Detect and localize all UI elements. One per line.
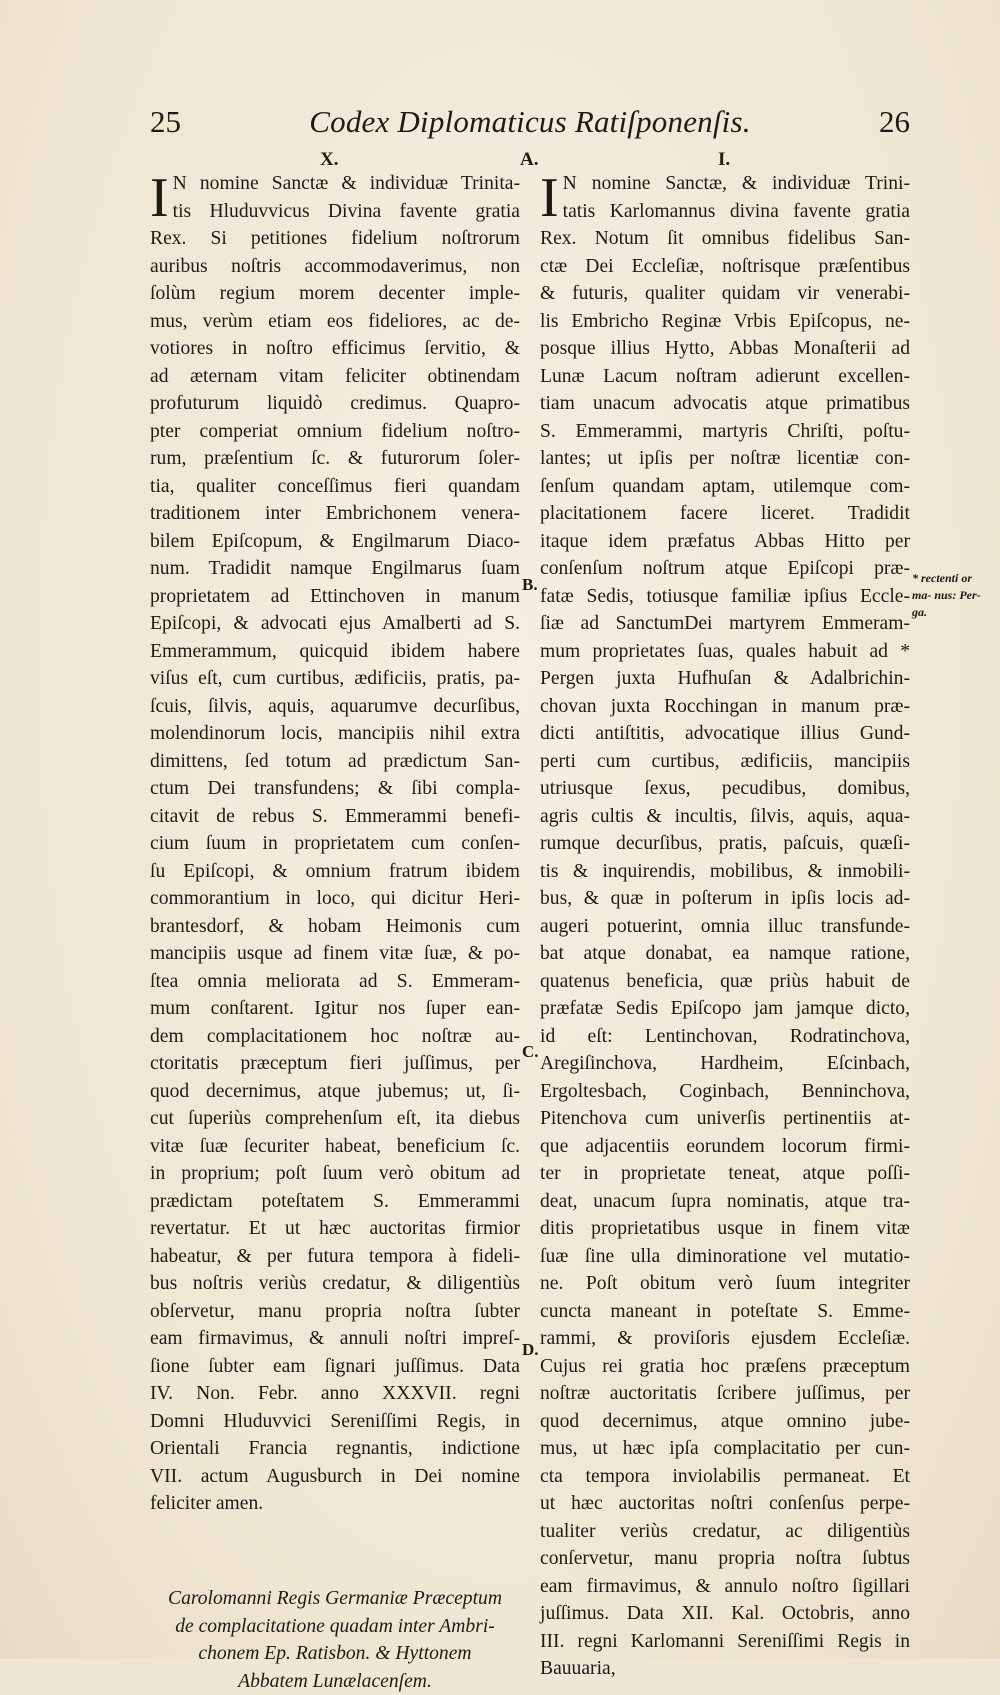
right-column-line: Rex. Notum ſit omnibus fidelibus San- [540,225,910,253]
left-column-line: Domni Hluduvvici Sereniſſimi Regis, in [150,1408,520,1436]
left-column-line: tis Hluduvvicus Divina favente gratia [150,198,520,226]
right-column-line: ditis proprietatibus usque in finem vitæ [540,1215,910,1243]
left-column-line: vitæ ſuæ ſecuriter habeat, beneficium ſc. [150,1133,520,1161]
right-column-line: ne. Poſt obitum verò ſuum integriter [540,1270,910,1298]
right-column-line: rammi, & proviſoris ejusdem Eccleſiæ. [540,1325,910,1353]
right-column-line: lis Embricho Reginæ Vrbis Epiſcopus, ne- [540,308,910,336]
left-column-line: cium ſuum in proprietatem cum conſen- [150,830,520,858]
right-column-line: mum proprietates ſuas, quales habuit ad * [540,638,910,666]
left-column-line: prædictam poteſtatem S. Emmerammi [150,1188,520,1216]
right-column-line: cuncta maneant in poteſtate S. Emme- [540,1298,910,1326]
right-column-line: cta tempora inviolabilis permaneat. Et [540,1463,910,1491]
right-column-line: lantes; ut ipſis per noſtræ licentiæ con- [540,445,910,473]
right-column-line: perti cum curtibus, ædificiis, mancipiis [540,748,910,776]
right-column-line: deat, unacum ſupra nominatis, atque tra- [540,1188,910,1216]
left-column-line: Emmerammum, quicquid ibidem habere [150,638,520,666]
left-column-line: proprietatem ad Ettinchoven in manum [150,583,520,611]
left-column-line: revertatur. Et ut hæc auctoritas firmior [150,1215,520,1243]
left-lines [150,170,520,1518]
right-column-line: quod decernimus, atque omnino jube- [540,1408,910,1436]
right-column-line: præfatæ Sedis Epiſcopo jam jamque dicto, [540,995,910,1023]
left-column-line: brantesdorf, & hobam Heimonis cum [150,913,520,941]
caption-line: de complacitatione quadam inter Ambri- [150,1613,520,1641]
left-column-line: N nomine Sanctæ & individuæ Trinita- [150,170,520,198]
left-column-line: pter comperiat omnium fidelium noſtro- [150,418,520,446]
right-column-line: chovan juxta Rocchingan in manum præ- [540,693,910,721]
right-column-line: que adjacentiis eorundem locorum firmi- [540,1133,910,1161]
right-column-line: N nomine Sanctæ, & individuæ Trini- [540,170,910,198]
left-column-line: mum conſtarent. Igitur nos ſuper ean- [150,995,520,1023]
right-column-line: dicti antiſtitis, advocatique illius Gund- [540,720,910,748]
left-column-line: citavit de rebus S. Emmerammi benefi- [150,803,520,831]
caption-line: Abbatem Lunælacenſem. [150,1668,520,1695]
left-column-line: bus noſtris veriùs credatur, & diligentiùs [150,1270,520,1298]
right-column-line: Aregiſinchova, Hardheim, Eſcinbach, [540,1050,910,1078]
right-column-line: eam firmavimus, & annulo noſtro ſigillari [540,1573,910,1601]
right-column-line: ſiæ ad SanctumDei martyrem Emmeram- [540,610,910,638]
right-column-line: itaque idem præfatus Abbas Hitto per [540,528,910,556]
left-column-line: habeatur, & per futura tempora à fideli- [150,1243,520,1271]
right-column-line: Pitenchova cum univerſis pertinentiis at- [540,1105,910,1133]
right-column-line: utriusque ſexus, pecudibus, domibus, [540,775,910,803]
left-column-line: obſervetur, manu propria noſtra ſubter [150,1298,520,1326]
left-column-line: ctoritatis præceptum fieri juſſimus, per [150,1050,520,1078]
left-column-line: ſtea omnia meliorata ad S. Emmeram- [150,968,520,996]
left-column-line: dimittens, ſed totum ad prædictum San- [150,748,520,776]
right-column-line: tiam unacum advocatis atque primatibus [540,390,910,418]
left-column-line: profuturum liquidò credimus. Quapro- [150,390,520,418]
right-column-line: ſuæ ſine ulla diminoratione vel mutatio- [540,1243,910,1271]
left-column-line: ſcuis, ſilvis, aquis, aquarumve decurſibus, [150,693,520,721]
side-note: * rectenti or ma- nus: Per- ga. [912,570,992,621]
margin-letter-d: D. [522,1340,539,1360]
right-column-heading: I. [718,149,730,171]
caption-line: chonem Ep. Ratisbon. & Hyttonem [150,1640,520,1668]
right-dropcap: I [540,174,559,224]
right-column-line: tatis Karlomannus divina favente gratia [540,198,910,226]
margin-letter-b: B. [522,575,538,595]
left-column-line: ad æternam vitam feliciter obtinendam [150,363,520,391]
right-column-line: rumque decurſibus, pratis, paſcuis, quæſi- [540,830,910,858]
left-column-line: cut ſuperiùs comprehenſum eſt, ita diebus [150,1105,520,1133]
left-column-line: feliciter amen. [150,1490,520,1518]
right-column-line: augeri potuerint, omnia illuc transfunde- [540,913,910,941]
left-column-line: num. Tradidit namque Engilmarus ſuam [150,555,520,583]
left-caption [150,1585,520,1695]
left-column-line: commorantium in loco, qui dicitur Heri- [150,885,520,913]
right-column-line: posque illius Hytto, Abbas Monaſterii ad [540,335,910,363]
right-column-line: noſtræ auctoritatis ſcribere juſſimus, per [540,1380,910,1408]
left-column-line: traditionem inter Embrichonem venera- [150,500,520,528]
left-column-line: auribus noſtris accommodaverimus, non [150,253,520,281]
left-column-line: Epiſcopi, & advocati ejus Amalberti ad S. [150,610,520,638]
center-heading: A. [520,149,538,171]
right-column-line: juſſimus. Data XII. Kal. Octobris, anno [540,1600,910,1628]
right-column-line: ſenſum quandam aptam, utilemque com- [540,473,910,501]
caption-line: Carolomanni Regis Germaniæ Præceptum [150,1585,520,1613]
right-column-line: ctæ Dei Eccleſiæ, noſtrisque præſentibus [540,253,910,281]
left-column-line: bilem Epiſcopum, & Engilmarum Diaco- [150,528,520,556]
margin-letter-c: C. [522,1042,539,1062]
left-column-line: mus, verùm etiam eos fideliores, ac de- [150,308,520,336]
left-column-line: Orientali Francia regnantis, indictione [150,1435,520,1463]
left-column-line: eam firmavimus, & annuli noſtri impreſ- [150,1325,520,1353]
left-column-line: rum, præſentium ſc. & futurorum ſoler- [150,445,520,473]
right-column-line: S. Emmerammi, martyris Chriſti, poſtu- [540,418,910,446]
right-column-line: bat atque donabat, ea namque ratione, [540,940,910,968]
right-column-line: Pergen juxta Hufhuſan & Adalbrichin- [540,665,910,693]
page-number-left: 25 [150,104,181,140]
left-column-line: VII. actum Augusburch in Dei nomine [150,1463,520,1491]
right-column-line: Bauuaria, [540,1655,910,1683]
right-column-text [540,170,910,1683]
left-column-line: molendinorum locis, mancipiis nihil extra [150,720,520,748]
right-column-line: ter in proprietate teneat, atque poſſi- [540,1160,910,1188]
right-column-line: tualiter veriùs credatur, ac diligentiùs [540,1518,910,1546]
left-column-line: ſolùm regium morem decenter imple- [150,280,520,308]
left-column-line: quod decernimus, atque jubemus; ut, ſi- [150,1078,520,1106]
right-column-line: ut hæc auctoritas noſtri conſenſus perpe- [540,1490,910,1518]
left-column-line: dem complacitationem hoc noſtræ au- [150,1023,520,1051]
right-column-line: id eſt: Lentinchovan, Rodratinchova, [540,1023,910,1051]
left-dropcap: I [150,174,169,224]
right-column-line: agris cultis & incultis, ſilvis, aquis, aqua- [540,803,910,831]
right-column-line: quatenus beneficia, quæ priùs habuit de [540,968,910,996]
left-column-line: IV. Non. Febr. anno XXXVII. regni [150,1380,520,1408]
right-column-line: & futuris, qualiter quidam vir venerabi- [540,280,910,308]
right-column-line: conſervetur, manu propria noſtra ſubtus [540,1545,910,1573]
right-column-line: conſenſum noſtrum atque Epiſcopi præ- [540,555,910,583]
right-column-line: fatæ Sedis, totiusque familiæ ipſius Eccle- [540,583,910,611]
left-column-line: mancipiis usque ad finem vitæ ſuæ, & po- [150,940,520,968]
right-column-line: tis & inquirendis, mobilibus, & inmobili- [540,858,910,886]
left-column-line: ſione ſubter eam ſignari juſſimus. Data [150,1353,520,1381]
left-column-text [150,170,520,1518]
right-column-line: Cujus rei gratia hoc præſens præceptum [540,1353,910,1381]
right-column-line: III. regni Karlomanni Sereniſſimi Regis in [540,1628,910,1656]
right-column-line: mus, ut hæc ipſa complacitatio per cun- [540,1435,910,1463]
left-column-line: votiores in noſtro efficimus ſervitio, & [150,335,520,363]
running-title: Codex Diplomaticus Ratiſponenſis. [150,104,910,140]
left-column-line: viſus eſt, cum curtibus, ædificiis, pratis, pa- [150,665,520,693]
left-column-line: in proprium; poſt ſuum verò obitum ad [150,1160,520,1188]
right-column-line: placitationem facere liceret. Tradidit [540,500,910,528]
right-column-line: bus, & quæ in poſterum in ipſis locis ad- [540,885,910,913]
right-column-line: Lunæ Lacum noſtram adierunt excellen- [540,363,910,391]
right-column-line: Ergoltesbach, Coginbach, Benninchova, [540,1078,910,1106]
right-lines [540,170,910,1683]
left-column-line: ſu Epiſcopi, & omnium fratrum ibidem [150,858,520,886]
left-column-line: Rex. Si petitiones fidelium noſtrorum [150,225,520,253]
left-column-line: ctum Dei transfundens; & ſibi compla- [150,775,520,803]
left-column-heading: X. [320,149,338,171]
page-header [150,104,910,144]
left-column-line: tia, qualiter conceſſimus fieri quandam [150,473,520,501]
page-number-right: 26 [879,104,910,140]
